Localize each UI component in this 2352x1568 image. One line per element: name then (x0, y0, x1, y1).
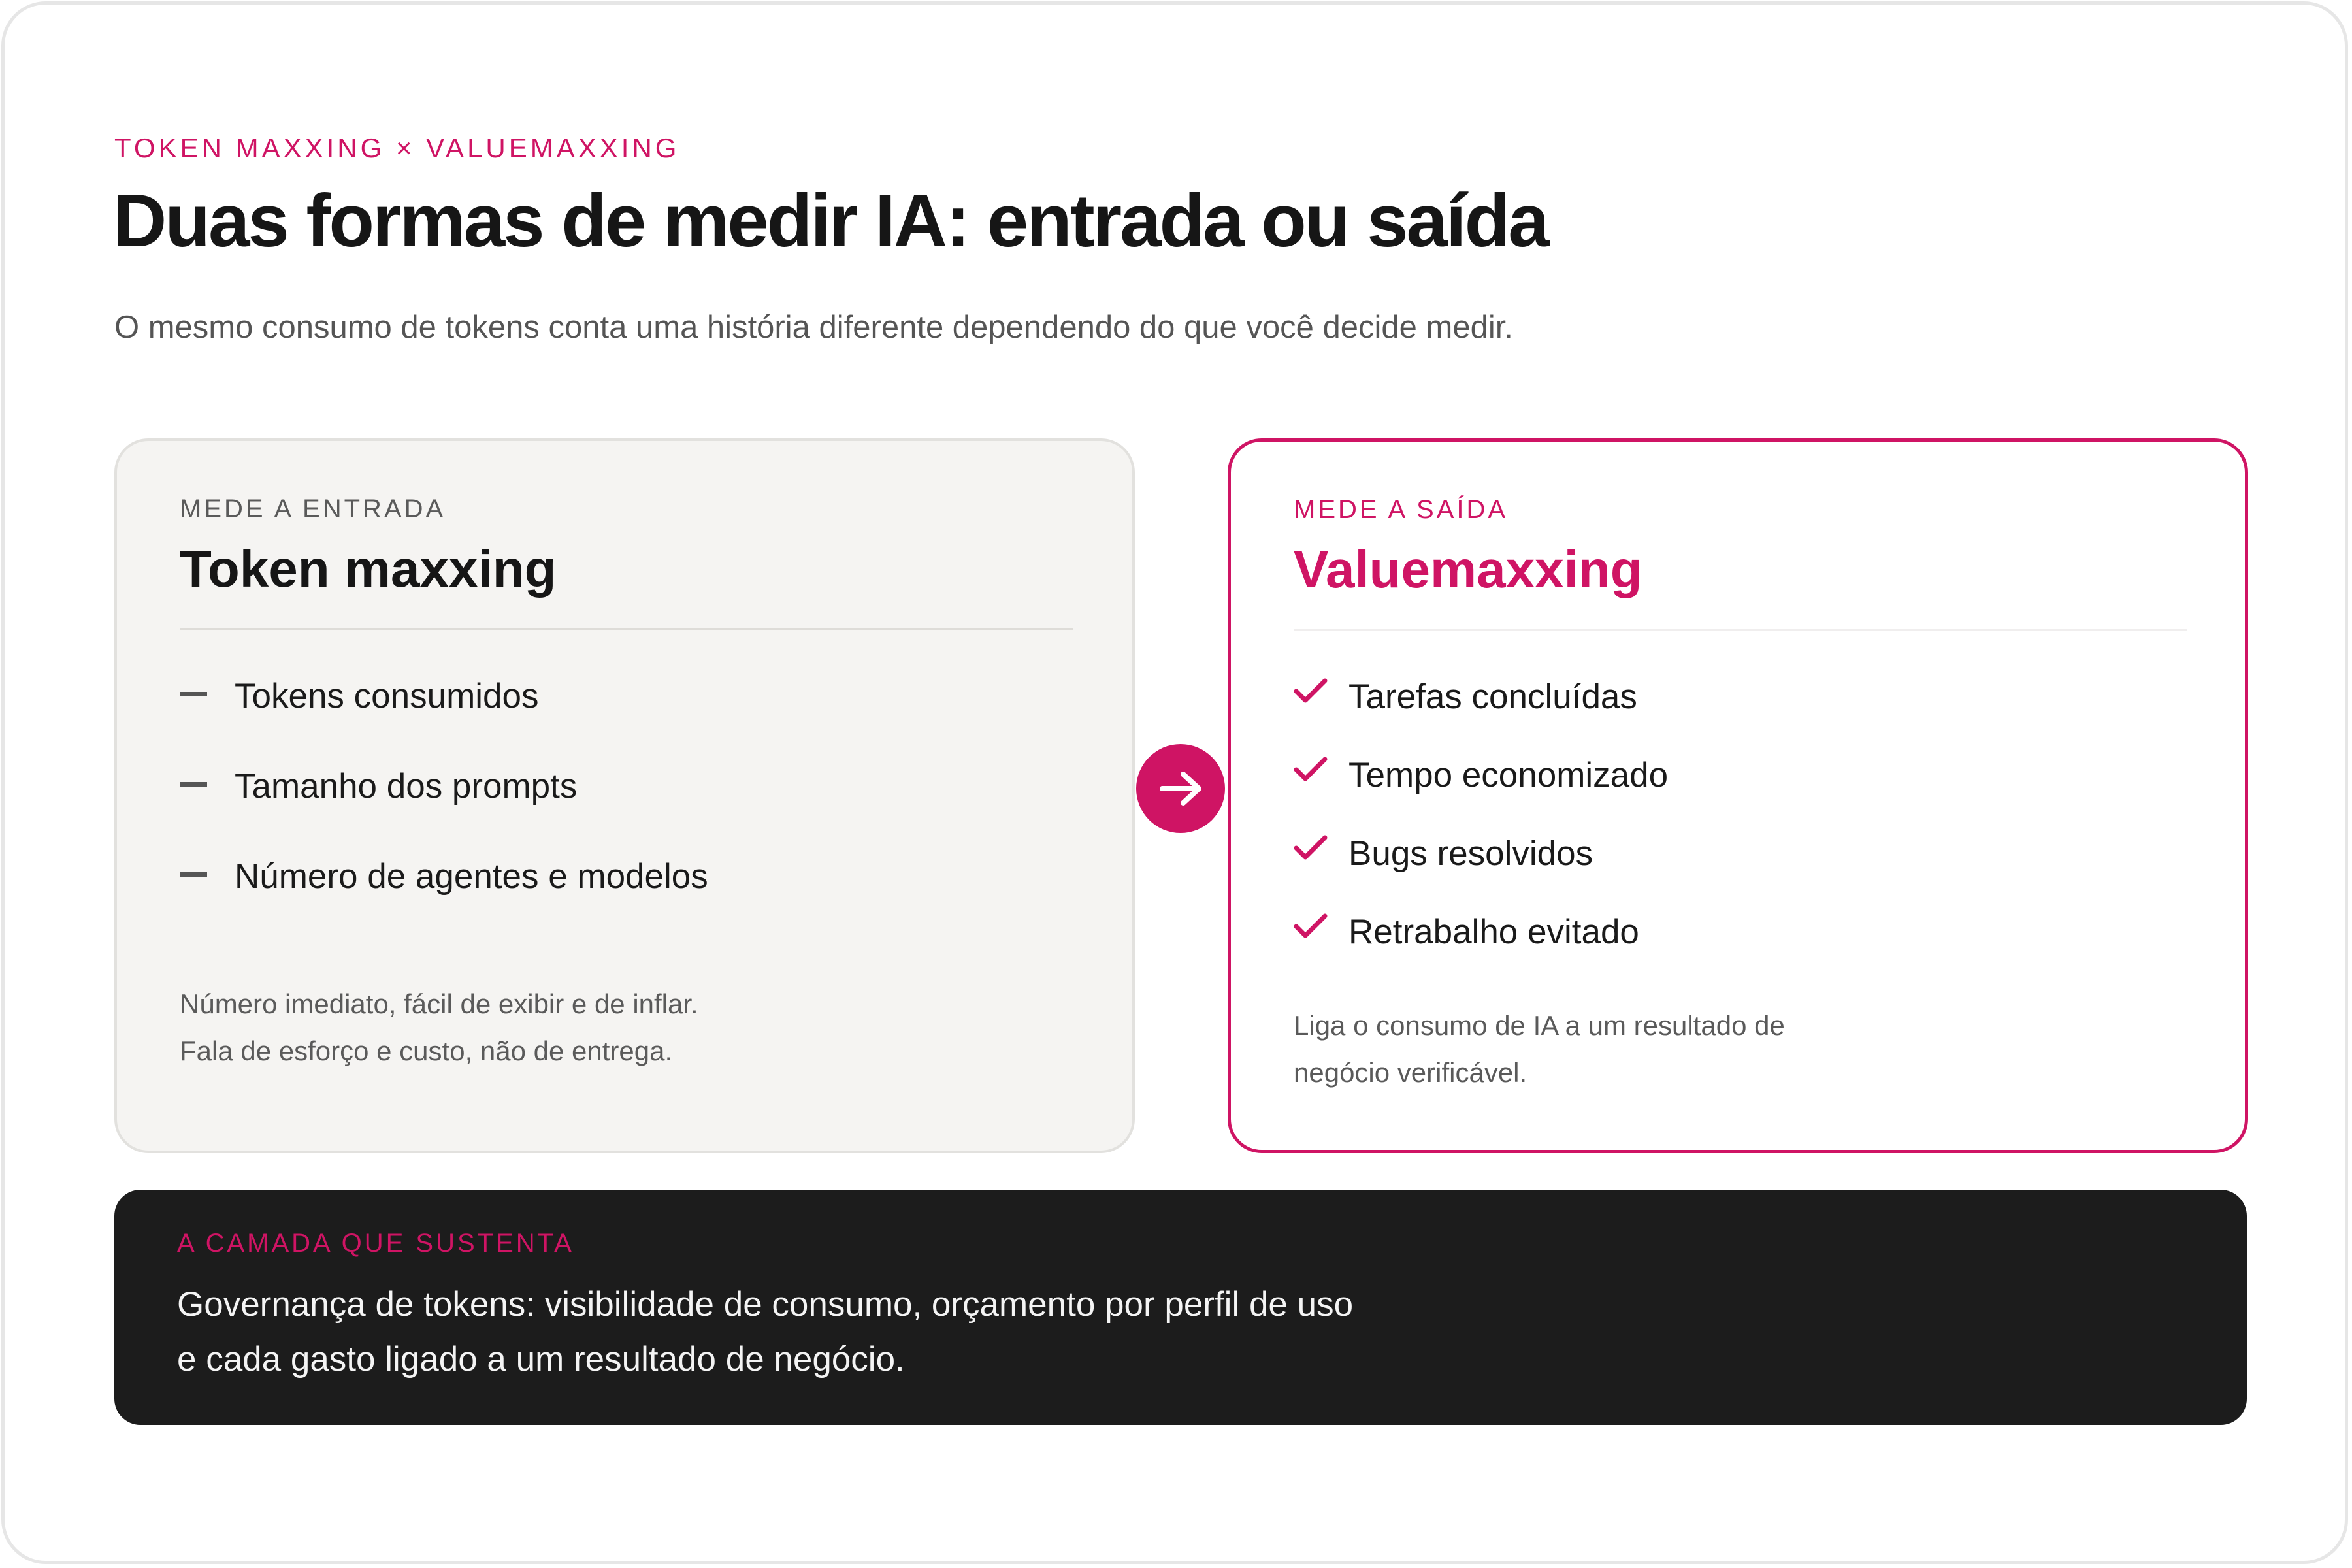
card-note (1294, 1002, 1785, 1096)
footer-text-line: e cada gasto ligado a um resultado de negócio. (177, 1340, 905, 1379)
check-icon (1294, 912, 1328, 942)
list-item-label: Tamanho dos prompts (235, 767, 578, 806)
list-item-label: Retrabalho evitado (1348, 913, 1639, 951)
card-divider (1294, 629, 2187, 631)
check-icon (1294, 834, 1328, 864)
eyebrow: TOKEN MAXXING × VALUEMAXXING (114, 133, 680, 163)
card-note-line: negócio verificável. (1294, 1057, 1527, 1088)
card-note-line: Fala de esforço e custo, não de entrega. (180, 1036, 673, 1066)
list-item-label: Número de agentes e modelos (235, 857, 708, 896)
check-icon (1294, 755, 1328, 785)
card-title: Valuemaxxing (1294, 540, 1642, 598)
footer-eyebrow: A CAMADA QUE SUSTENTA (177, 1229, 574, 1258)
list-item-label: Tarefas concluídas (1348, 678, 1637, 716)
slide-frame (1, 1, 2348, 1564)
governance-panel (114, 1190, 2247, 1425)
card-note-line: Número imediato, fácil de exibir e de inflar. (180, 988, 698, 1019)
footer-text (177, 1277, 1353, 1387)
card-title: Token maxxing (180, 540, 557, 598)
card-eyebrow: MEDE A ENTRADA (180, 495, 446, 523)
footer-text-line: Governança de tokens: visibilidade de consumo, orçamento por perfil de uso (177, 1285, 1354, 1324)
list-item-label: Tempo economizado (1348, 756, 1669, 794)
page-subtitle: O mesmo consumo de tokens conta uma história diferente dependendo do que você decide medir. (114, 310, 1513, 345)
check-icon (1294, 677, 1328, 707)
valuemaxxing-card (1228, 438, 2248, 1153)
page-title: Duas formas de medir IA: entrada ou saída (113, 180, 1548, 263)
card-note (180, 981, 698, 1075)
list-item-label: Bugs resolvidos (1348, 834, 1593, 873)
dash-icon (180, 872, 207, 877)
arrow-right-icon (1136, 744, 1225, 833)
token-maxxing-card (114, 438, 1135, 1153)
card-divider (180, 628, 1073, 630)
dash-icon (180, 782, 207, 787)
list-item-label: Tokens consumidos (235, 677, 539, 715)
card-eyebrow: MEDE A SAÍDA (1294, 495, 1509, 524)
dash-icon (180, 692, 207, 696)
card-note-line: Liga o consumo de IA a um resultado de (1294, 1010, 1785, 1041)
